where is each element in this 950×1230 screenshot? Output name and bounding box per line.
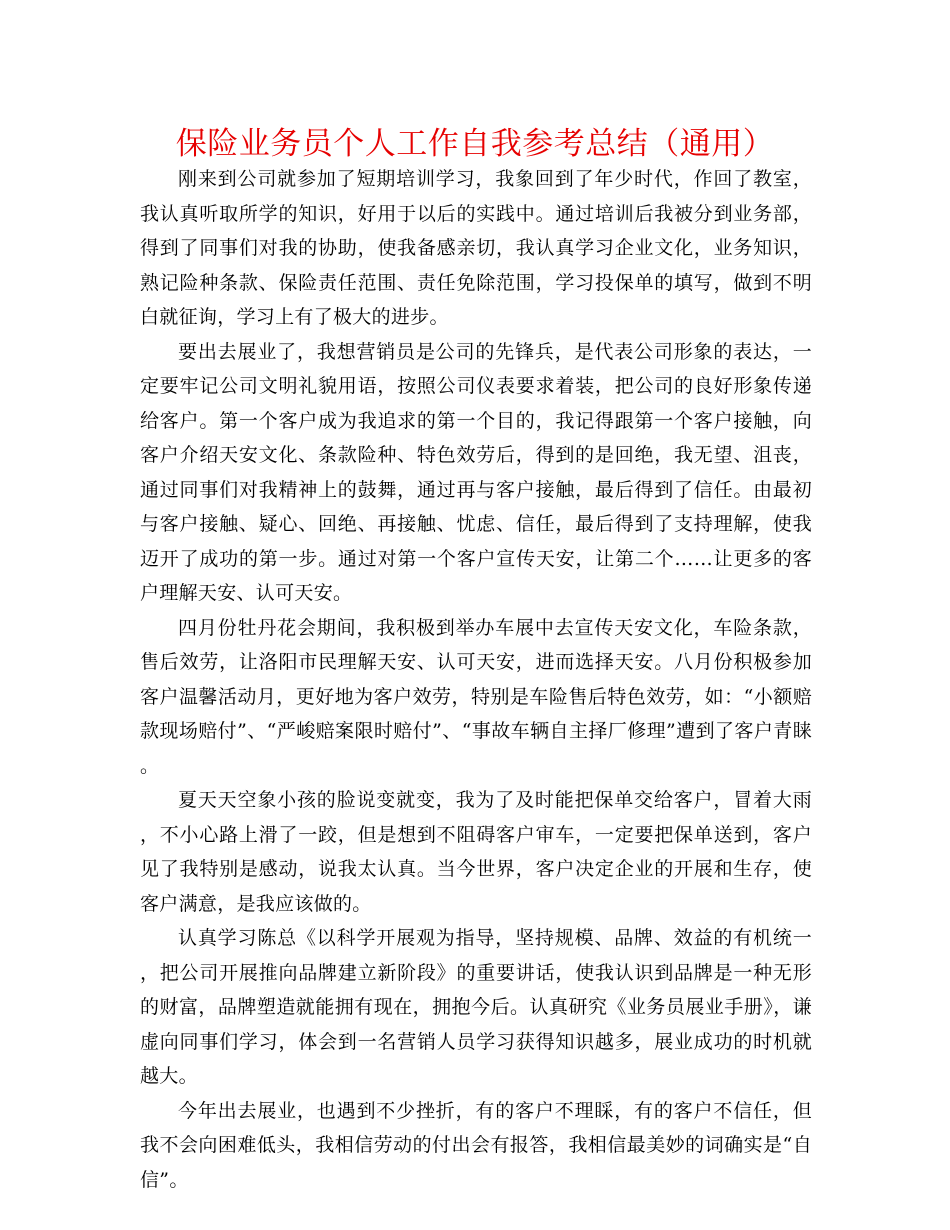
paragraph-1: 刚来到公司就参加了短期培训学习，我象回到了年少时代，作回了教室，我认真听取所学的知识，好用于以后的实践中。通过培训后我被分到业务部，得到了同事们对我的协助，使我备感亲切，我认真学习企业文化，业务知识，熟记险种条款、保险责任范围、责任免除范围，学习投保单的填写，做到不明白就征询，学习上有了极大的进步。 [140,168,812,328]
paragraph-5: 认真学习陈总《以科学开展观为指导，坚持规模、品牌、效益的有机统一，把公司开展推向品牌建立新阶段》的重要讲话，使我认识到品牌是一种无形的财富，品牌塑造就能拥有现在，拥抱今后。认真研究《业务员展业手册》，谦虚向同事们学习，体会到一名营销人员学习获得知识越多，展业成功的时机就越大。 [140,927,812,1087]
paragraph-4: 夏天天空象小孩的脸说变就变，我为了及时能把保单交给客户，冒着大雨，不小心路上滑了一跤，但是想到不阻碍客户审车，一定要把保单送到，客户见了我特别是感动，说我太认真。当今世界，客户决定企业的开展和生存，使客户满意，是我应该做的。 [140,789,812,915]
paragraph-3: 四月份牡丹花会期间，我积极到举办车展中去宣传天安文化，车险条款，售后效劳，让洛阳市民理解天安、认可天安，进而选择天安。八月份积极参加客户温馨活动月，更好地为客户效劳，特别是车险售后特色效劳，如：“小额赔款现场赔付”、“严峻赔案限时赔付”、“事故车辆自主择厂修理”遭到了客户青睐。 [140,616,812,777]
paragraph-2: 要出去展业了，我想营销员是公司的先锋兵，是代表公司形象的表达，一定要牢记公司文明礼貌用语，按照公司仪表要求着装，把公司的良好形象传递给客户。第一个客户成为我追求的第一个目的，我记得跟第一个客户接触，向客户介绍天安文化、条款险种、特色效劳后，得到的是回绝，我无望、沮丧，通过同事们对我精神上的鼓舞，通过再与客户接触，最后得到了信任。由最初与客户接触、疑心、回绝、再接触、忧虑、信任，最后得到了支持理解，使我迈开了成功的第一步。通过对第一个客户宣传天安，让第二个……让更多的客户理解天安、认可天安。 [140,340,812,604]
document-title: 保险业务员个人工作自我参考总结（通用） [175,126,775,162]
document-body [140,162,812,1197]
paragraph-6: 今年出去展业，也遇到不少挫折，有的客户不理睬，有的客户不信任，但我不会向困难低头，我相信劳动的付出会有报答，我相信最美妙的词确实是“自信”。 [140,1099,812,1191]
